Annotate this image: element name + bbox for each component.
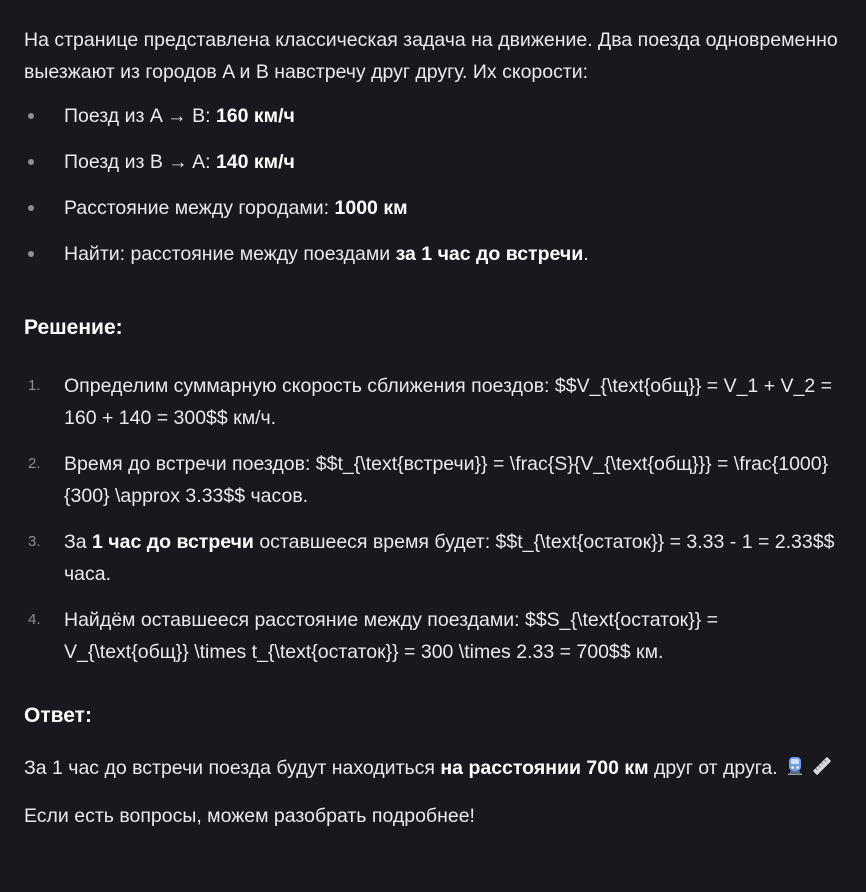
ruler-icon [812,754,832,786]
list-item: 2. Время до встречи поездов: $$t_{\text{встречи}} = \frac{S}{V_{\text{общ}}} = \frac{1000}{300} \approx 3.33$$ часов. [24,448,842,512]
step-number: 4. [28,611,41,628]
intro-paragraph: На странице представлена классическая задача на движение. Два поезда одновременно выезжают из городов A и B навстречу друг другу. Их скорости: [24,29,838,83]
list-item: Найти: расстояние между поездами за 1 час до встречи. [24,238,842,270]
list-item: 1. Определим суммарную скорость сближения поездов: $$V_{\text{общ}} = V_1 + V_2 = 160 + 140 = 300$$ км/ч. [24,370,842,434]
train-face-icon [786,754,804,786]
answer-paragraph: За 1 час до встречи поезда будут находиться на расстоянии 700 км друг от друга. [24,752,842,786]
list-item: 3. За 1 час до встречи оставшееся время будет: $$t_{\text{остаток}} = 3.33 - 1 = 2.33$$ часа. [24,526,842,590]
solution-heading: Решение: [24,316,123,339]
list-item: Поезд из B → A: 140 км/ч [24,146,842,178]
solution-steps-list [24,370,842,668]
given-data-list [24,100,842,270]
step-number: 2. [28,455,41,472]
list-item: Поезд из A → B: 160 км/ч [24,100,842,132]
follow-up-paragraph: Если есть вопросы, можем разобрать подробнее! [24,805,475,827]
step-number: 3. [28,533,41,550]
answer-heading: Ответ: [24,704,92,727]
step-number: 1. [28,377,41,394]
list-item: Расстояние между городами: 1000 км [24,192,842,224]
list-item: 4. Найдём оставшееся расстояние между поездами: $$S_{\text{остаток}} = V_{\text{общ}} \times t_{\text{остаток}} = 300 \times 2.33 = 700$$ км. [24,604,842,668]
